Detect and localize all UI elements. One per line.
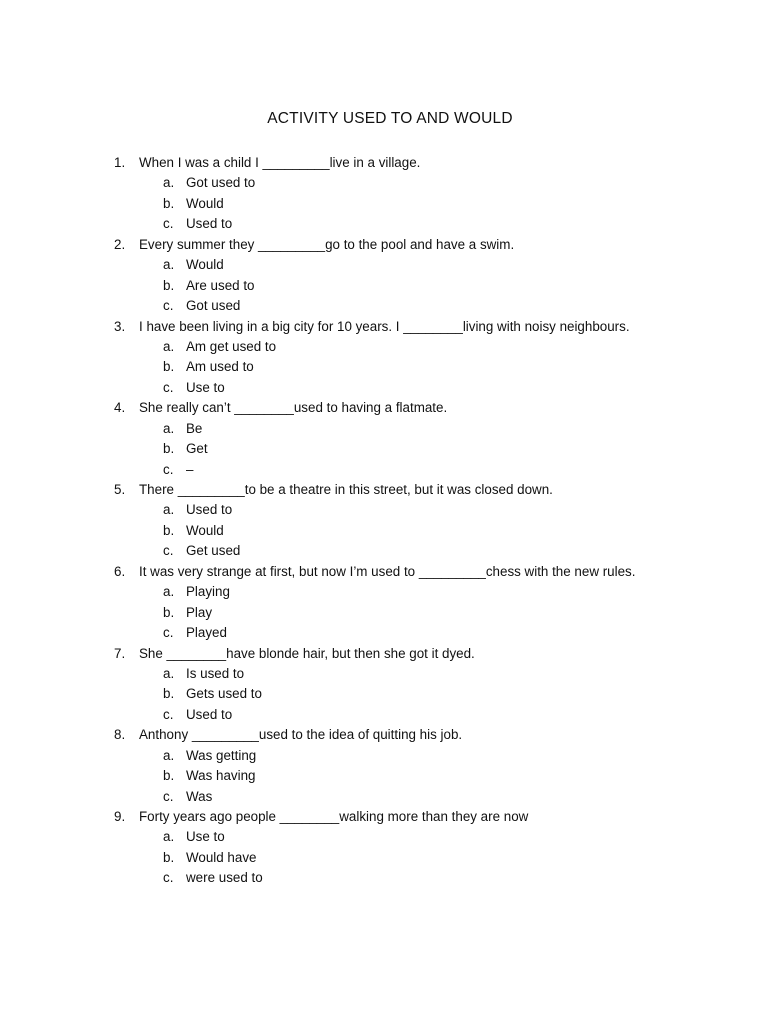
answer-option (0, 276, 768, 296)
question-line (0, 807, 768, 827)
question-text: Anthony _________used to the idea of quitting his job. (139, 727, 463, 743)
option-letter: c. (163, 706, 174, 722)
option-text: Would (186, 195, 224, 211)
answer-option (0, 766, 768, 786)
option-text: Would have (186, 849, 257, 865)
option-text: Am used to (186, 359, 254, 375)
option-letter: c. (163, 625, 174, 641)
option-text: Got used to (186, 175, 256, 191)
question-number: 1. (114, 155, 126, 170)
answer-option (0, 787, 768, 807)
question-line (0, 562, 768, 582)
option-text: Used to (186, 502, 233, 518)
option-letter: a. (163, 338, 175, 354)
option-letter: a. (163, 257, 175, 273)
question-item (0, 480, 768, 562)
option-letter: c. (163, 461, 174, 477)
option-text: Would (186, 257, 224, 273)
option-text: Was getting (186, 747, 257, 763)
option-letter: b. (163, 604, 175, 620)
answer-option (0, 623, 768, 643)
question-line (0, 153, 768, 173)
option-text: Are used to (186, 277, 255, 293)
option-text: were used to (186, 870, 263, 886)
question-number: 4. (114, 400, 126, 416)
option-text: Used to (186, 706, 233, 722)
option-text: Am get used to (186, 338, 277, 354)
option-letter: c. (163, 216, 174, 232)
answer-option (0, 460, 768, 480)
question-item (0, 562, 768, 644)
option-letter: a. (163, 829, 175, 845)
question-item (0, 398, 768, 480)
question-text: She really can’t ________used to having a flatmate. (139, 400, 448, 416)
option-text: Use to (186, 379, 225, 395)
option-letter: c. (163, 870, 174, 886)
option-text: Play (186, 604, 213, 620)
option-text: Used to (186, 216, 233, 232)
question-number: 5. (114, 482, 126, 497)
question-list (0, 153, 768, 889)
answer-option (0, 868, 768, 888)
question-text: When I was a child I _________live in a village. (139, 155, 421, 170)
question-number: 7. (114, 645, 126, 661)
option-letter: c. (163, 298, 174, 314)
answer-option (0, 357, 768, 377)
question-item (0, 807, 768, 889)
answer-option (0, 848, 768, 868)
question-item (0, 317, 768, 399)
option-text: Get used (186, 543, 241, 559)
answer-option (0, 378, 768, 398)
option-letter: b. (163, 522, 175, 538)
answer-option (0, 194, 768, 214)
question-text: I have been living in a big city for 10 years. I ________living with noisy neighbours. (139, 318, 630, 334)
answer-option (0, 337, 768, 357)
answer-option (0, 296, 768, 316)
question-number: 9. (114, 809, 126, 824)
option-letter: b. (163, 686, 175, 702)
question-text: Every summer they _________go to the pool and have a swim. (139, 236, 515, 252)
question-item (0, 235, 768, 317)
option-letter: a. (163, 584, 175, 600)
answer-option (0, 521, 768, 541)
option-text: Get (186, 441, 208, 457)
answer-option (0, 255, 768, 275)
option-text: Playing (186, 584, 230, 600)
question-item (0, 725, 768, 807)
question-line (0, 725, 768, 745)
option-letter: a. (163, 502, 175, 518)
answer-option (0, 746, 768, 766)
option-text: Played (186, 625, 227, 641)
question-text: There _________to be a theatre in this street, but it was closed down. (139, 482, 553, 497)
answer-option (0, 419, 768, 439)
answer-option (0, 827, 768, 847)
option-text: Was having (186, 768, 256, 784)
option-letter: a. (163, 665, 175, 681)
option-letter: c. (163, 788, 174, 804)
question-line (0, 317, 768, 337)
answer-option (0, 664, 768, 684)
question-item (0, 644, 768, 726)
option-letter: a. (163, 420, 175, 436)
answer-option (0, 705, 768, 725)
option-text: Be (186, 420, 203, 436)
answer-option (0, 500, 768, 520)
answer-option (0, 603, 768, 623)
option-text: Got used (186, 298, 241, 314)
option-letter: a. (163, 747, 175, 763)
question-number: 2. (114, 236, 126, 252)
option-letter: b. (163, 359, 175, 375)
option-letter: b. (163, 195, 175, 211)
answer-option (0, 582, 768, 602)
question-number: 3. (114, 318, 126, 334)
option-letter: c. (163, 379, 174, 395)
option-text: Was (186, 788, 213, 804)
option-text: Is used to (186, 665, 245, 681)
option-letter: b. (163, 277, 175, 293)
option-text: – (186, 461, 194, 477)
option-letter: b. (163, 441, 175, 457)
question-item (0, 153, 768, 235)
question-text: It was very strange at first, but now I’m used to _________chess with the new rules. (139, 563, 636, 579)
question-line (0, 644, 768, 664)
answer-option (0, 173, 768, 193)
option-text: Use to (186, 829, 225, 845)
option-text: Would (186, 522, 224, 538)
option-letter: b. (163, 768, 175, 784)
option-letter: b. (163, 849, 175, 865)
option-letter: a. (163, 175, 175, 191)
option-letter: c. (163, 543, 174, 559)
question-text: Forty years ago people ________walking more than they are now (139, 809, 529, 824)
answer-option (0, 439, 768, 459)
answer-option (0, 541, 768, 561)
answer-option (0, 684, 768, 704)
page-title: ACTIVITY USED TO AND WOULD (267, 110, 513, 127)
option-text: Gets used to (186, 686, 262, 702)
question-number: 8. (114, 727, 126, 743)
question-line (0, 235, 768, 255)
question-number: 6. (114, 563, 126, 579)
question-line (0, 480, 768, 500)
question-text: She ________have blonde hair, but then she got it dyed. (139, 645, 475, 661)
question-line (0, 398, 768, 418)
answer-option (0, 214, 768, 234)
